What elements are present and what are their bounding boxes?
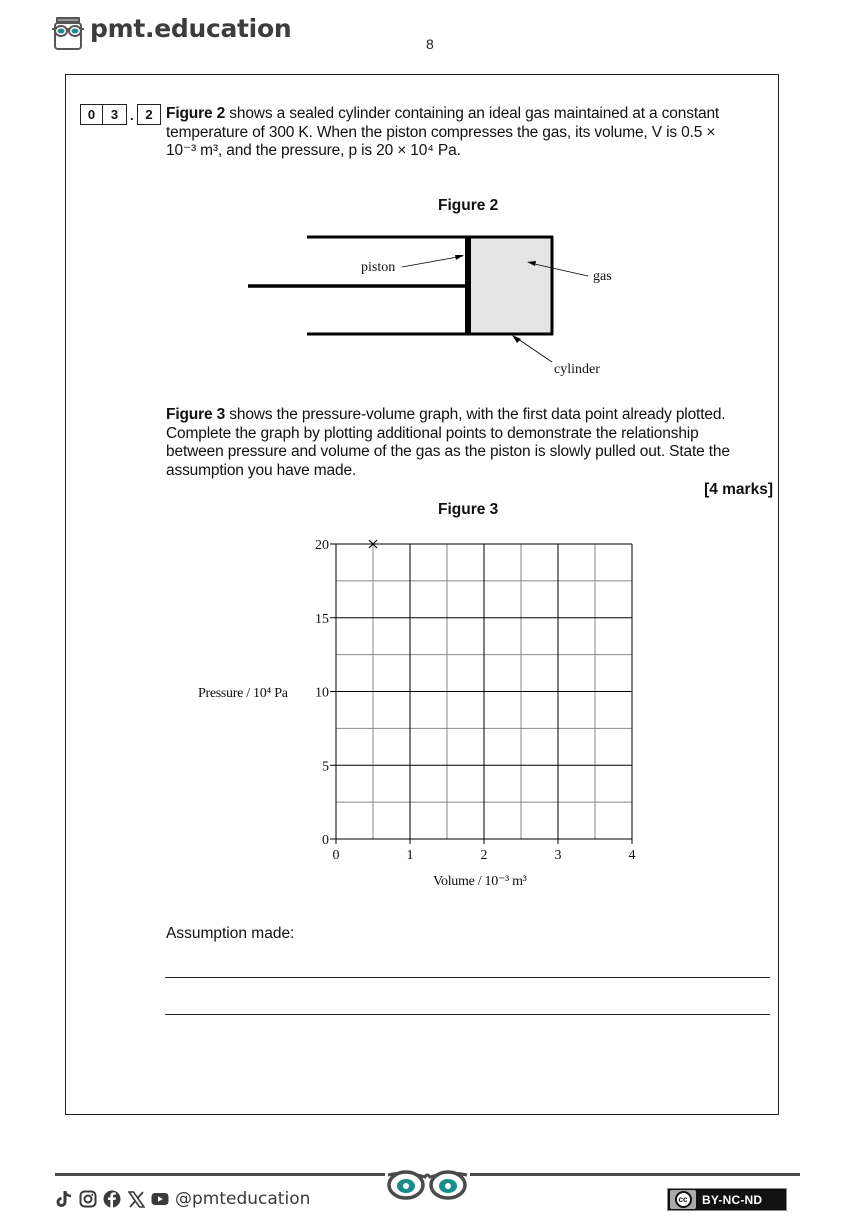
cylinder-diagram — [240, 225, 620, 385]
figure-2-title: Figure 2 — [438, 197, 499, 214]
instruction-line: assumption you have made. — [166, 461, 357, 479]
intro-line: shows a sealed cylinder containing an ideal gas maintained at a constant — [225, 105, 720, 122]
answer-line-2[interactable] — [165, 1014, 770, 1015]
license-badge[interactable] — [667, 1188, 787, 1211]
social-links — [55, 1189, 310, 1209]
piston-arrow — [402, 256, 463, 267]
y-axis-label-text: Pressure / 10⁴ Pa — [198, 686, 288, 701]
intro-line: temperature of 300 K. When the piston compresses the gas, its volume, V is 0.5 × — [166, 123, 716, 141]
intro-line: 10⁻³ m³, and the pressure, p is 20 × 10⁴ Pa. — [166, 142, 461, 159]
cylinder-arrow — [515, 337, 552, 362]
x-icon[interactable] — [127, 1190, 145, 1208]
x-tick-label: 1 — [406, 848, 414, 863]
figure-3-title: Figure 3 — [438, 501, 499, 518]
gas-label: gas — [593, 269, 612, 284]
youtube-icon[interactable] — [151, 1190, 169, 1208]
x-tick-label: 0 — [332, 848, 340, 863]
y-tick-label: 15 — [315, 611, 329, 627]
x-axis-label — [433, 873, 527, 890]
y-axis-label — [198, 686, 288, 702]
license-text: BY-NC-ND — [702, 1192, 763, 1207]
cylinder-label: cylinder — [554, 362, 600, 377]
piston-arrow-head — [455, 255, 464, 260]
y-tick-label: 5 — [322, 759, 329, 775]
page-number: 8 — [426, 36, 434, 52]
glasses-icon — [385, 1165, 470, 1201]
gas-region — [470, 238, 551, 333]
question-number-dot: . — [130, 108, 134, 123]
pressure-volume-graph[interactable] — [180, 530, 660, 900]
brand-name: pmt.education — [90, 14, 292, 43]
instagram-icon[interactable] — [79, 1190, 97, 1208]
social-handle[interactable]: @pmteducation — [175, 1189, 311, 1209]
x-axis-label-text: Volume / 10⁻³ m³ — [433, 874, 527, 889]
marks-allocation: [4 marks] — [704, 481, 773, 498]
facebook-icon[interactable] — [103, 1190, 121, 1208]
y-tick-label: 0 — [322, 833, 329, 848]
instruction-line: between pressure and volume of the gas as the piston is slowly pulled out. State the — [166, 443, 730, 460]
figure-3-instructions — [166, 406, 730, 480]
x-tick-label: 4 — [628, 848, 636, 863]
y-tick-label: 10 — [315, 685, 329, 701]
figure-3-reference: Figure 3 — [166, 406, 226, 423]
question-part-box: 2 — [137, 104, 161, 125]
instruction-line: shows the pressure-volume graph, with the first data point already plotted. — [225, 406, 726, 423]
answer-line-1[interactable] — [165, 977, 770, 978]
cylinder-arrow-head — [512, 335, 521, 343]
instruction-line: Complete the graph by plotting additional points to demonstrate the relationship — [166, 424, 699, 442]
x-tick-label: 3 — [554, 848, 562, 863]
piston-label: piston — [361, 260, 396, 275]
pmt-logo-icon — [52, 16, 84, 50]
question-number-box: 3 — [102, 104, 127, 125]
question-intro — [166, 105, 719, 161]
figure-2-reference: Figure 2 — [166, 105, 226, 122]
tiktok-icon[interactable] — [55, 1190, 73, 1208]
creative-commons-icon — [670, 1190, 696, 1209]
cc-logo-text: cc — [675, 1191, 692, 1208]
assumption-label: Assumption made: — [166, 925, 295, 942]
question-number-box: 0 — [80, 104, 103, 125]
x-tick-label: 2 — [480, 848, 488, 863]
y-tick-label: 20 — [315, 538, 329, 553]
